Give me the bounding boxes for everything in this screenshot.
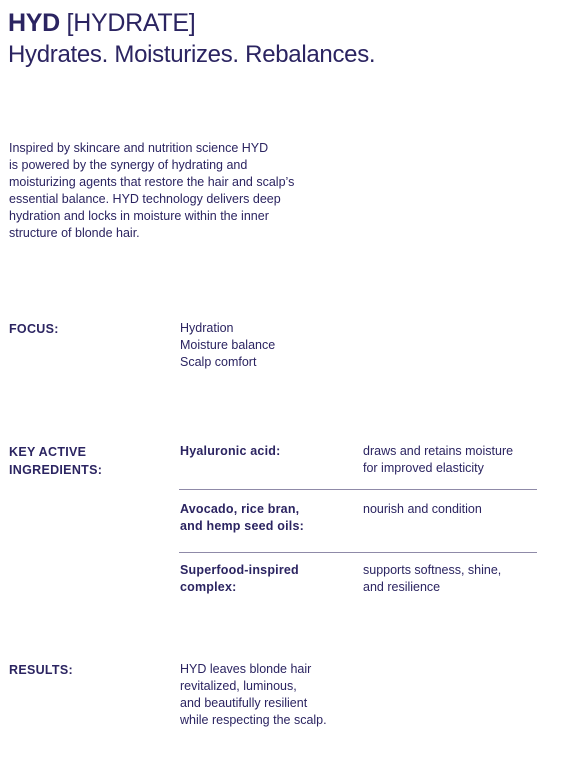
ingredient-description [363, 562, 501, 596]
ingredient-description-line: nourish and condition [363, 502, 482, 516]
ingredient-name-line: Avocado, rice bran, [180, 502, 300, 516]
intro-paragraph [9, 140, 339, 242]
ingredients-label-line: KEY ACTIVE [9, 445, 87, 459]
ingredient-name [180, 562, 299, 596]
focus-label [9, 320, 59, 338]
ingredient-name [180, 443, 280, 460]
title-product-name: [HYDRATE] [66, 9, 196, 37]
title-product-code: HYD [8, 9, 60, 37]
ingredient-name-line: Superfood-inspired [180, 563, 299, 577]
ingredient-description [363, 443, 513, 477]
ingredient-description-line: for improved elasticity [363, 461, 484, 475]
ingredient-description-line: draws and retains moisture [363, 444, 514, 458]
ingredient-name-line: and hemp seed oils: [180, 519, 304, 533]
results-label [9, 661, 73, 679]
ingredient-name-line: complex: [180, 580, 237, 594]
ingredient-description [363, 501, 482, 518]
results-line: HYD leaves blonde hair [180, 662, 312, 676]
ingredient-name [180, 501, 304, 535]
focus-label-text: FOCUS: [9, 322, 59, 336]
focus-item: Hydration [180, 321, 234, 335]
ingredients-label [9, 443, 102, 479]
ingredient-description-line: supports softness, shine, [363, 563, 502, 577]
ingredient-description-line: and resilience [363, 580, 441, 594]
row-divider [179, 552, 537, 553]
tagline: Hydrates. Moisturizes. Rebalances. [8, 41, 376, 68]
results-line: while respecting the scalp. [180, 713, 327, 727]
results-line: and beautifully resilient [180, 696, 308, 710]
intro-line: essential balance. HYD technology delivers deep [9, 192, 281, 206]
row-divider [179, 489, 537, 490]
page-title [8, 8, 195, 38]
intro-line: structure of blonde hair. [9, 226, 140, 240]
results-label-text: RESULTS: [9, 663, 73, 677]
focus-list [180, 320, 275, 371]
intro-line: Inspired by skincare and nutrition science HYD [9, 141, 269, 155]
focus-item: Scalp comfort [180, 355, 257, 369]
ingredient-name-line: Hyaluronic acid: [180, 444, 281, 458]
focus-item: Moisture balance [180, 338, 276, 352]
intro-line: hydration and locks in moisture within the inner [9, 209, 269, 223]
intro-line: moisturizing agents that restore the hair and scalp’s [9, 175, 295, 189]
intro-line: is powered by the synergy of hydrating and [9, 158, 248, 172]
results-text [180, 661, 327, 729]
ingredients-label-line: INGREDIENTS: [9, 463, 103, 477]
results-line: revitalized, luminous, [180, 679, 297, 693]
